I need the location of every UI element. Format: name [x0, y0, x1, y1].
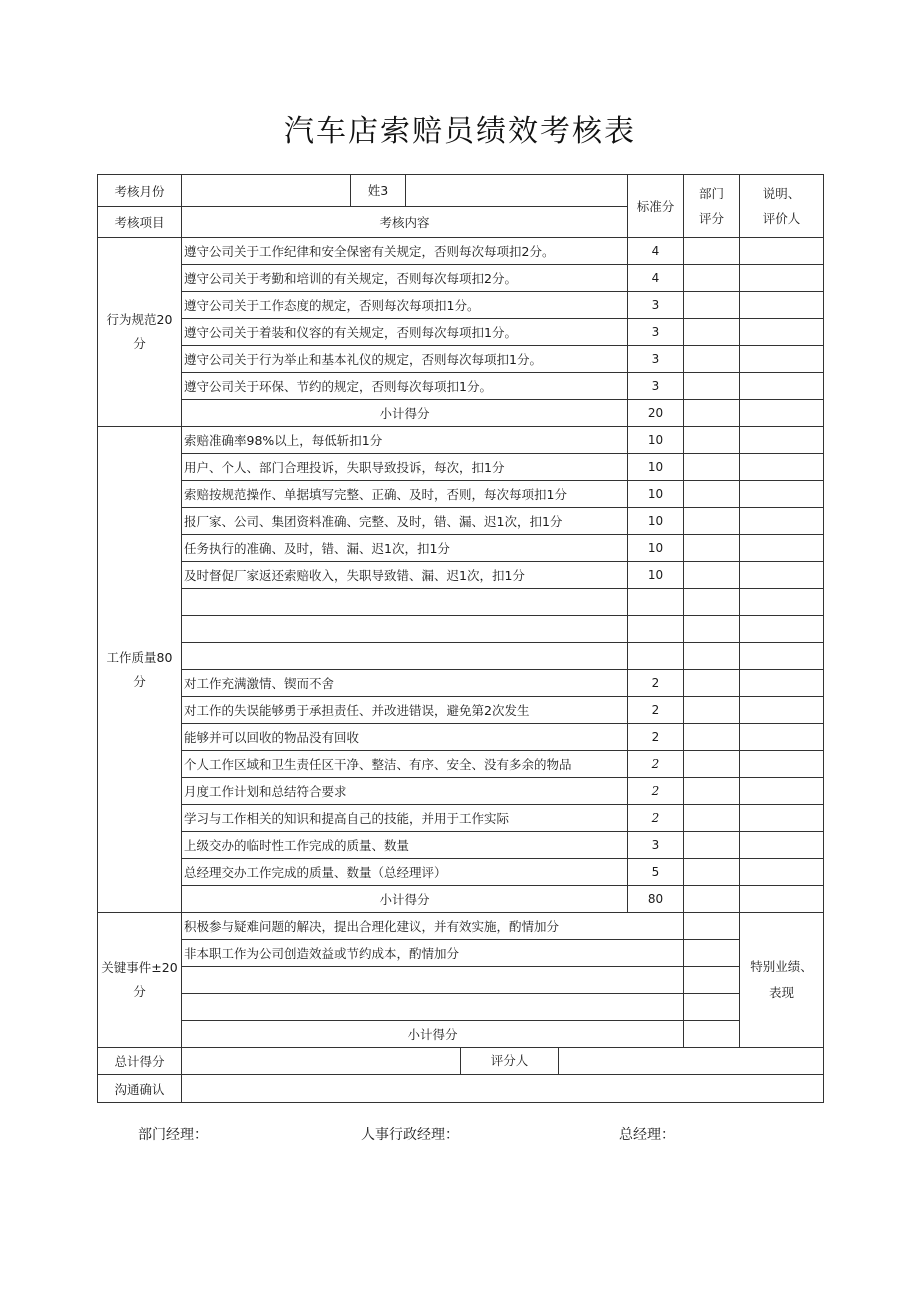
standard-score	[628, 643, 684, 670]
table-body	[98, 175, 824, 1103]
criterion-content	[182, 589, 628, 616]
table-row	[98, 1021, 824, 1048]
note-cell[interactable]	[740, 778, 824, 805]
note-cell[interactable]	[740, 346, 824, 373]
criterion-content: 用户、个人、部门合理投诉，失职导致投诉，每次，扣1分	[182, 454, 628, 481]
dept-score-cell[interactable]	[684, 778, 740, 805]
criterion-content: 遵守公司关于考勤和培训的有关规定，否则每次每项扣2分。	[182, 265, 628, 292]
dept-score-cell[interactable]	[684, 913, 740, 940]
name-field[interactable]	[406, 175, 627, 206]
month-label: 考核月份	[98, 175, 182, 207]
month-field[interactable]	[182, 175, 351, 206]
table-row	[98, 175, 824, 207]
dept-score-cell[interactable]	[684, 562, 740, 589]
dept-score-cell[interactable]	[684, 697, 740, 724]
standard-score: 10	[628, 454, 684, 481]
note-cell[interactable]	[740, 481, 824, 508]
dept-score-cell[interactable]	[684, 940, 740, 967]
table-row	[98, 589, 824, 616]
table-row	[98, 913, 824, 940]
dept-score-cell[interactable]	[684, 589, 740, 616]
criterion-content	[182, 994, 684, 1021]
table-row	[98, 427, 824, 454]
table-row	[98, 508, 824, 535]
table-row	[98, 751, 824, 778]
dept-score-cell[interactable]	[684, 1021, 740, 1048]
note-cell[interactable]	[740, 886, 824, 913]
criterion-content: 对工作的失误能够勇于承担责任、并改进错误，避免第2次发生	[182, 697, 628, 724]
standard-score: 2	[628, 724, 684, 751]
dept-score-cell[interactable]	[684, 508, 740, 535]
dept-score-cell[interactable]	[684, 805, 740, 832]
subtotal-value: 20	[628, 400, 684, 427]
dept-score-cell[interactable]	[684, 346, 740, 373]
criterion-content: 能够并可以回收的物品没有回收	[182, 724, 628, 751]
standard-score: 2	[628, 778, 684, 805]
criterion-content: 遵守公司关于工作态度的规定，否则每次每项扣1分。	[182, 292, 628, 319]
confirm-label: 沟通确认	[98, 1075, 182, 1103]
month-name-group	[182, 175, 628, 207]
dept-score-cell[interactable]	[684, 319, 740, 346]
note-cell[interactable]	[740, 616, 824, 643]
standard-score: 10	[628, 562, 684, 589]
note-cell[interactable]	[740, 724, 824, 751]
note-cell[interactable]	[740, 643, 824, 670]
category-quality: 工作质量80 分	[98, 427, 182, 913]
criterion-content: 遵守公司关于着装和仪容的有关规定，否则每次每项扣1分。	[182, 319, 628, 346]
table-row	[98, 238, 824, 265]
dept-score-cell[interactable]	[684, 373, 740, 400]
table-row	[98, 886, 824, 913]
criterion-content: 总经理交办工作完成的质量、数量（总经理评）	[182, 859, 628, 886]
category-behavior: 行为规范20 分	[98, 238, 182, 427]
note-cell[interactable]	[740, 508, 824, 535]
note-cell[interactable]	[740, 670, 824, 697]
criterion-content: 报厂家、公司、集团资料准确、完整、及时，错、漏、迟1次，扣1分	[182, 508, 628, 535]
criterion-content: 个人工作区域和卫生责任区干净、整洁、有序、安全、没有多余的物品	[182, 751, 628, 778]
item-label: 考核项目	[98, 207, 182, 238]
note-cell[interactable]	[740, 400, 824, 427]
dept-score-cell[interactable]	[684, 643, 740, 670]
dept-score-cell[interactable]	[684, 535, 740, 562]
dept-score-cell[interactable]	[684, 994, 740, 1021]
dept-score-cell[interactable]	[684, 238, 740, 265]
special-performance-note: 特别业绩、 表现	[740, 913, 824, 1048]
note-cell[interactable]	[740, 805, 824, 832]
category-key-events: 关键事件±20 分	[98, 913, 182, 1048]
table-row	[98, 724, 824, 751]
dept-score-cell[interactable]	[684, 886, 740, 913]
note-cell[interactable]	[740, 535, 824, 562]
standard-score	[628, 589, 684, 616]
dept-manager-signature: 部门经理：	[138, 1127, 208, 1143]
note-cell[interactable]	[740, 238, 824, 265]
criterion-content: 积极参与疑难问题的解决，提出合理化建议，并有效实施，酌情加分	[182, 913, 684, 940]
table-row	[98, 1048, 824, 1075]
subtotal-label: 小计得分	[182, 886, 628, 913]
standard-score: 3	[628, 373, 684, 400]
dept-score-cell[interactable]	[684, 832, 740, 859]
confirm-field[interactable]	[182, 1075, 824, 1103]
page-title: 汽车店索赔员绩效考核表	[284, 114, 636, 149]
table-row	[98, 481, 824, 508]
criterion-content: 对工作充满激情、锲而不舍	[182, 670, 628, 697]
note-cell[interactable]	[740, 319, 824, 346]
standard-score	[628, 616, 684, 643]
note-cell[interactable]	[740, 454, 824, 481]
note-cell[interactable]	[740, 697, 824, 724]
table-row	[98, 616, 824, 643]
table-row	[98, 562, 824, 589]
dept-score-cell[interactable]	[684, 724, 740, 751]
total-score-field[interactable]	[182, 1048, 461, 1074]
dept-score-cell[interactable]	[684, 859, 740, 886]
criterion-content: 及时督促厂家返还索赔收入，失职导致错、漏、迟1次，扣1分	[182, 562, 628, 589]
dept-score-cell[interactable]	[684, 454, 740, 481]
standard-score: 2	[628, 670, 684, 697]
standard-score: 4	[628, 238, 684, 265]
note-cell[interactable]	[740, 292, 824, 319]
table-row	[98, 535, 824, 562]
standard-score: 10	[628, 481, 684, 508]
table-row	[98, 832, 824, 859]
table-row	[98, 967, 824, 994]
standard-score: 10	[628, 508, 684, 535]
note-cell[interactable]	[740, 562, 824, 589]
table-row	[98, 373, 824, 400]
standard-score: 3	[628, 832, 684, 859]
standard-score: 2	[628, 751, 684, 778]
table-row	[98, 778, 824, 805]
criterion-content: 遵守公司关于环保、节约的规定，否则每次每项扣1分。	[182, 373, 628, 400]
dept-score-cell[interactable]	[684, 751, 740, 778]
dept-score-cell[interactable]	[684, 967, 740, 994]
standard-score: 10	[628, 535, 684, 562]
rater-label: 评分人	[461, 1048, 559, 1074]
hr-manager-signature: 人事行政经理：	[361, 1127, 459, 1143]
table-row	[98, 1075, 824, 1103]
criterion-content: 月度工作计划和总结符合要求	[182, 778, 628, 805]
note-cell[interactable]	[740, 859, 824, 886]
subtotal-value: 80	[628, 886, 684, 913]
criterion-content: 学习与工作相关的知识和提高自己的技能，并用于工作实际	[182, 805, 628, 832]
standard-score: 3	[628, 292, 684, 319]
table-row	[98, 454, 824, 481]
table-row	[98, 994, 824, 1021]
dept-score-cell[interactable]	[684, 427, 740, 454]
dept-score-cell[interactable]	[684, 670, 740, 697]
criterion-content: 上级交办的临时性工作完成的质量、数量	[182, 832, 628, 859]
table-row	[98, 643, 824, 670]
standard-score: 5	[628, 859, 684, 886]
table-row	[98, 292, 824, 319]
note-cell[interactable]	[740, 832, 824, 859]
dept-score-cell[interactable]	[684, 265, 740, 292]
standard-score: 2	[628, 805, 684, 832]
dept-score-cell[interactable]	[684, 616, 740, 643]
total-group	[182, 1048, 824, 1075]
criterion-content: 遵守公司关于行为举止和基本礼仪的规定，否则每次每项扣1分。	[182, 346, 628, 373]
table-row	[98, 319, 824, 346]
standard-score: 2	[628, 697, 684, 724]
table-row	[98, 805, 824, 832]
dept-score-cell[interactable]	[684, 292, 740, 319]
content-label: 考核内容	[182, 207, 628, 238]
criterion-content: 遵守公司关于工作纪律和安全保密有关规定，否则每次每项扣2分。	[182, 238, 628, 265]
table-row	[98, 400, 824, 427]
standard-score-header: 标准分	[628, 175, 684, 238]
criterion-content: 索赔准确率98%以上，每低斩扣1分	[182, 427, 628, 454]
standard-score: 10	[628, 427, 684, 454]
note-cell[interactable]	[740, 751, 824, 778]
criterion-content: 任务执行的准确、及时，错、漏、迟1次，扣1分	[182, 535, 628, 562]
table-row	[98, 265, 824, 292]
table-row	[98, 670, 824, 697]
dept-score-cell[interactable]	[684, 400, 740, 427]
note-header: 说明、 评价人	[740, 175, 824, 238]
table-row	[98, 859, 824, 886]
note-cell[interactable]	[740, 265, 824, 292]
note-cell[interactable]	[740, 589, 824, 616]
criterion-content	[182, 616, 628, 643]
criterion-content	[182, 643, 628, 670]
standard-score: 3	[628, 319, 684, 346]
standard-score: 4	[628, 265, 684, 292]
table-row	[98, 940, 824, 967]
table-row	[98, 697, 824, 724]
evaluation-table	[97, 174, 824, 1103]
dept-score-header: 部门 评分	[684, 175, 740, 238]
criterion-content	[182, 967, 684, 994]
subtotal-label: 小计得分	[182, 400, 628, 427]
note-cell[interactable]	[740, 427, 824, 454]
note-cell[interactable]	[740, 373, 824, 400]
name-label: 姓3	[351, 175, 406, 206]
general-manager-signature: 总经理：	[619, 1127, 675, 1143]
dept-score-cell[interactable]	[684, 481, 740, 508]
criterion-content: 非本职工作为公司创造效益或节约成本，酌情加分	[182, 940, 684, 967]
subtotal-label: 小计得分	[182, 1021, 684, 1048]
standard-score: 3	[628, 346, 684, 373]
table-row	[98, 346, 824, 373]
criterion-content: 索赔按规范操作、单据填写完整、正确、及时，否则，每次每项扣1分	[182, 481, 628, 508]
rater-field[interactable]	[559, 1048, 823, 1074]
total-label: 总计得分	[98, 1048, 182, 1075]
